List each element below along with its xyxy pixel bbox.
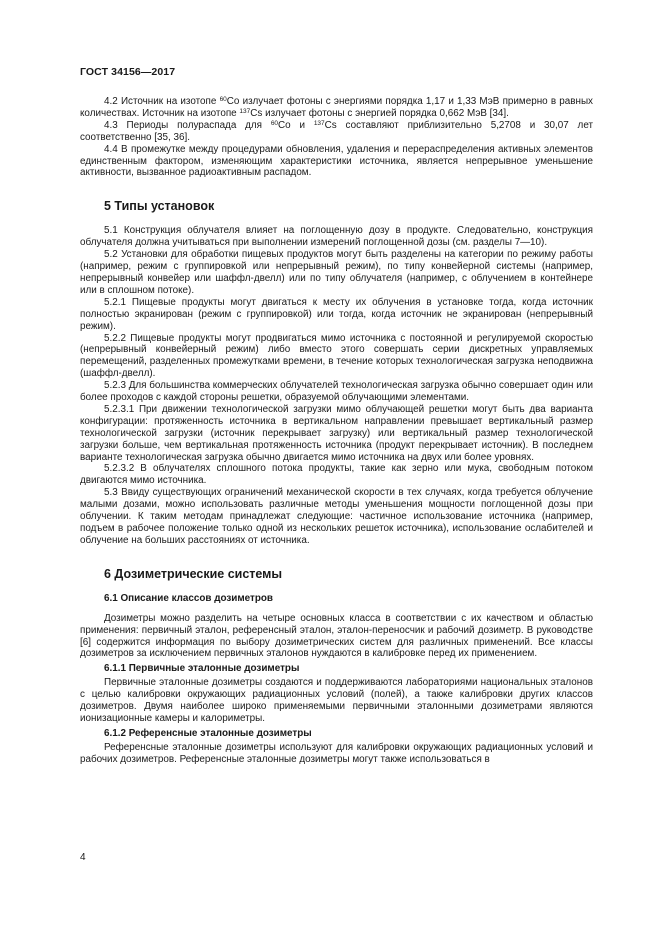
isotope-superscript: 137 xyxy=(313,119,325,127)
subsection-6-1-1-heading: 6.1.1 Первичные эталонные дозиметры xyxy=(104,663,300,675)
isotope-superscript: 60 xyxy=(219,96,227,103)
subsection-6-1-2-heading: 6.1.2 Референсные эталонные дозиметры xyxy=(104,727,312,739)
text-run: Co излучает фотоны с энергиями порядка 1,17 и 1,33 МэВ примерно в равных количествах. Источник на изотопе xyxy=(80,96,593,119)
paragraph-5-2-3-2: 5.2.3.2 В облучателях сплошного потока продукты, такие как зерно или мука, свободным потоком двигаются мимо источника. xyxy=(80,463,593,487)
document-body xyxy=(80,96,593,766)
isotope-superscript: 60 xyxy=(270,119,279,127)
paragraph-5-2-3-1: 5.2.3.1 При движении технологической загрузки мимо облучающей решетки могут быть два варианта конфигурации: протяженность источника в вертикальном направлении превышает вертикальный размер технологической загрузки (источник перекрывает загрузку) или вертикальный размер технологической загрузки больше, чем вертикальная протяженность источника (продукт перекрывает источник). В последнем варианте технологическая загрузка обычно двигается мимо источника на двух или более уровнях. xyxy=(80,403,593,463)
isotope-superscript: 137 xyxy=(239,107,251,115)
paragraph-5-2: 5.2 Установки для обработки пищевых продуктов могут быть разделены на категории по режиму работы (например, режим с группировкой или непрерывный режим), по типу конвейерной системы (например, непрерывный конвейер или шаффл-двелл) или по типу облучателя (например, с облучением в контейнере или в сплошном потоке). xyxy=(80,249,593,296)
clause-number: 4.3 xyxy=(104,119,118,131)
text-run: Cs излучает фотоны с энергией порядка 0,662 МэВ [34]. xyxy=(250,107,509,119)
paragraph-5-2-3: 5.2.3 Для большинства коммерческих облучателей технологическая загрузка обычно совершает один или более проходов с каждой стороны решетки, образуемой облучающими элементами. xyxy=(80,380,593,404)
paragraph-4-3 xyxy=(80,120,593,144)
paragraph-6-1-1: Первичные эталонные дозиметры создаются и поддерживаются лабораториями национальных эталонов с целью калибровки окружающих радиационных условий (полей), а также калибровки других классов дозиметров. Двумя наиболее широко применяемыми первичными эталонными дозиметрами являются ионизационные камеры и калориметры. xyxy=(80,677,593,724)
clause-number: 4.2 xyxy=(104,96,118,107)
paragraph-4-2 xyxy=(80,96,593,120)
paragraph-5-2-1: 5.2.1 Пищевые продукты могут двигаться к месту их облучения в установке тогда, когда источник полностью экранирован (режим с группировкой) или тогда, когда источник не экранирован (непрерывный режим). xyxy=(80,296,593,332)
section-5-heading: 5 Типы установок xyxy=(104,199,215,214)
document-header: ГОСТ 34156—2017 xyxy=(80,66,176,78)
paragraph-6-1-2: Референсные эталонные дозиметры используют для калибровки окружающих радиационных условий и рабочих дозиметров. Референсные эталонные дозиметры могут также использоваться в xyxy=(80,741,593,765)
paragraph-6-1: Дозиметры можно разделить на четыре основных класса в соответствии с их качеством и областью применения: первичный эталон, референсный эталон, эталон-переносчик и рабочий дозиметр. В руководстве [6] содержится информация по выбору дозиметрических систем для различных применений. Все классы дозиметров за исключением первичных эталонов нуждаются в калибровке перед их применением. xyxy=(80,612,593,660)
paragraph-4-4: 4.4 В промежутке между процедурами обновления, удаления и перераспределения активных элементов единственным фактором, изменяющим характеристики источника, является непрерывное уменьшение активности, вызванное радиоактивным распадом. xyxy=(80,143,593,179)
text-run: Cs составляют приблизительно 5,2708 и 30,07 лет соответственно [35, 36]. xyxy=(80,119,594,143)
page-number: 4 xyxy=(80,852,86,863)
section-6-heading: 6 Дозиметрические системы xyxy=(104,566,283,581)
paragraph-5-1: 5.1 Конструкция облучателя влияет на поглощенную дозу в продукте. Следовательно, конструкция облучателя должна учитываться при выполнении измерений поглощенной дозы (см. разделы 7—10). xyxy=(80,225,593,249)
subsection-6-1-heading: 6.1 Описание классов дозиметров xyxy=(104,592,274,604)
paragraph-5-2-2: 5.2.2 Пищевые продукты могут продвигаться мимо источника с постоянной и регулируемой скоростью (непрерывный конвейерный режим) либо вместо этого совершать серии дискретных управляемых перемещений, разделенных промежутками времени, в течение которых технологическая загрузка неподвижна (шаффл-двелл). xyxy=(80,332,593,380)
paragraph-5-3: 5.3 Ввиду существующих ограничений механической скорости в тех случаях, когда требуется облучение малыми дозами, можно использовать различные методы уменьшения мощности поглощенной дозы при облучении. К таким методам принадлежат следующие: частичное использование источника (например, подъем в рабочее положение только одной из нескольких решеток источника), использование ослабителей и облучение на больших расстояниях от источника. xyxy=(80,487,593,546)
text-run: Источник на изотопе xyxy=(120,96,220,107)
text-run: Co и xyxy=(278,119,314,131)
text-run: Периоды полураспада для xyxy=(126,119,271,131)
